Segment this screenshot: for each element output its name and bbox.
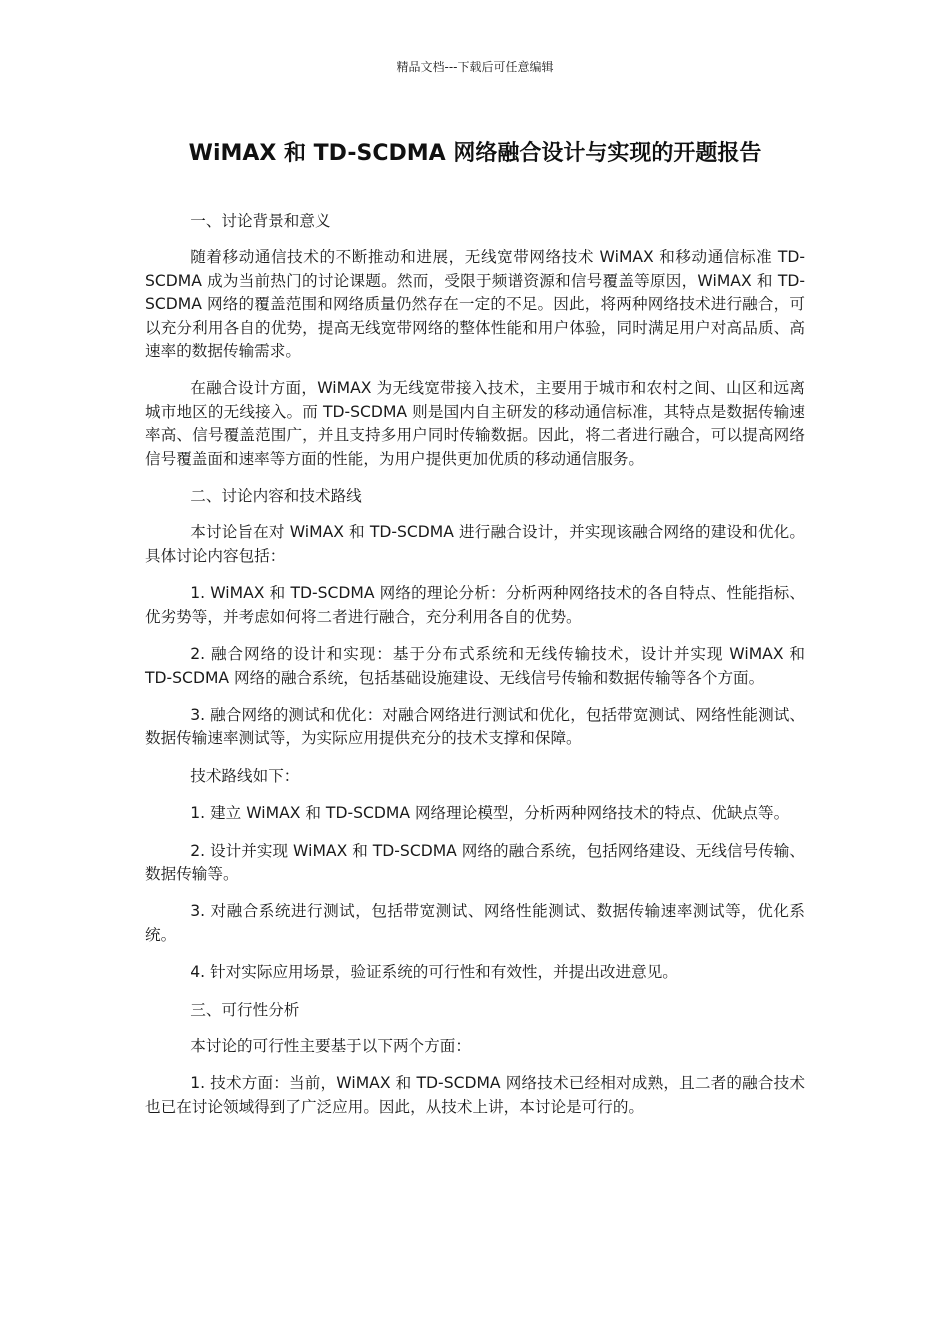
list-item: 2. 融合网络的设计和实现：基于分布式系统和无线传输技术，设计并实现 WiMAX 和 TD-SCDMA 网络的融合系统，包括基础设施建设、无线信号传输和数据传输等各个方面。	[145, 645, 805, 687]
header-note: 精品文档---下载后可任意编辑	[396, 60, 554, 74]
body-paragraph: 随着移动通信技术的不断推动和进展，无线宽带网络技术 WiMAX 和移动通信标准 TD-SCDMA 成为当前热门的讨论课题。然而，受限于频谱资源和信号覆盖等原因，WiMAX 和 TD-SCDMA 网络的覆盖范围和网络质量仍然存在一定的不足。因此，将两种网络技术进行融合，可以充分利用各自的优势，提高无线宽带网络的整体性能和用户体验，同时满足用户对高品质、高速率的数据传输需求。	[145, 248, 805, 361]
section-heading: 二、讨论内容和技术路线	[190, 487, 362, 506]
body-paragraph: 本讨论旨在对 WiMAX 和 TD-SCDMA 进行融合设计，并实现该融合网络的建设和优化。具体讨论内容包括：	[145, 523, 805, 565]
section-heading: 一、讨论背景和意义	[190, 212, 331, 230]
document-title: WiMAX 和 TD-SCDMA 网络融合设计与实现的开题报告	[188, 141, 762, 166]
list-item: 3. 融合网络的测试和优化：对融合网络进行测试和优化，包括带宽测试、网络性能测试、数据传输速率测试等，为实际应用提供充分的技术支撑和保障。	[145, 705, 805, 748]
list-item: 1. WiMAX 和 TD-SCDMA 网络的理论分析：分析两种网络技术的各自特点、性能指标、优劣势等，并考虑如何将二者进行融合，充分利用各自的优势。	[145, 584, 805, 626]
list-item: 1. 建立 WiMAX 和 TD-SCDMA 网络理论模型，分析两种网络技术的特点、优缺点等。	[190, 804, 790, 823]
body-paragraph: 技术路线如下：	[190, 766, 300, 785]
section-heading: 三、可行性分析	[190, 1000, 300, 1019]
list-item: 2. 设计并实现 WiMAX 和 TD-SCDMA 网络的融合系统，包括网络建设、无线信号传输、数据传输等。	[145, 841, 805, 883]
list-item: 4. 针对实际应用场景，验证系统的可行性和有效性，并提出改进意见。	[190, 963, 678, 982]
list-item: 1. 技术方面：当前，WiMAX 和 TD-SCDMA 网络技术已经相对成熟，且二者的融合技术也已在讨论领域得到了广泛应用。因此，从技术上讲，本讨论是可行的。	[145, 1074, 805, 1116]
document-body	[145, 210, 805, 1133]
body-paragraph: 在融合设计方面，WiMAX 为无线宽带接入技术，主要用于城市和农村之间、山区和远离城市地区的无线接入。而 TD-SCDMA 则是国内自主研发的移动通信标准，其特点是数据传输速率高、信号覆盖范围广，并且支持多用户同时传输数据。因此，将二者进行融合，可以提高网络信号覆盖面和速率等方面的性能，为用户提供更加优质的移动通信服务。	[145, 379, 805, 468]
body-paragraph: 本讨论的可行性主要基于以下两个方面：	[190, 1036, 471, 1055]
list-item: 3. 对融合系统进行测试，包括带宽测试、网络性能测试、数据传输速率测试等，优化系统。	[145, 902, 805, 944]
